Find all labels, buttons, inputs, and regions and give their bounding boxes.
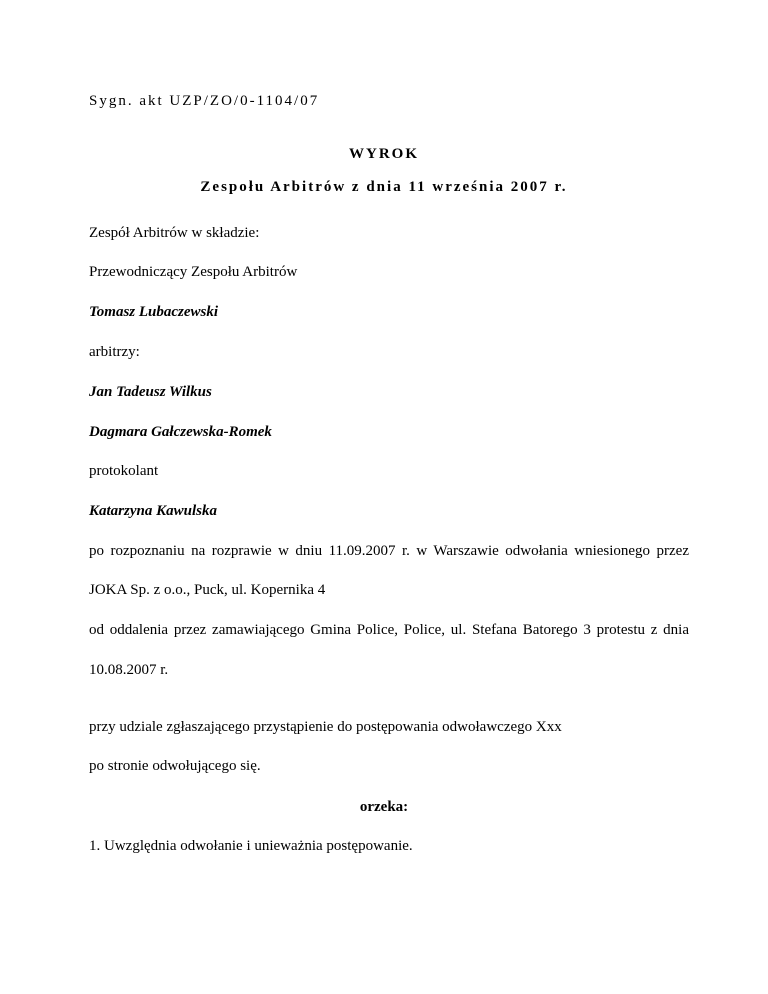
case-signature: Sygn. akt UZP/ZO/0-1104/07	[89, 93, 320, 109]
body-line-5: przy udziale zgłaszającego przystąpienie do postępowania odwoławczego Xxx	[89, 719, 562, 735]
clerk-label: protokolant	[89, 463, 159, 479]
arbiters-label: arbitrzy:	[89, 344, 140, 360]
body-line-4: 10.08.2007 r.	[89, 662, 169, 678]
ruling-point-1: 1. Uwzględnia odwołanie i unieważnia postępowanie.	[89, 838, 413, 854]
body-line-6: po stronie odwołującego się.	[89, 758, 261, 774]
ruling-heading: orzeka:	[359, 799, 409, 815]
document-subtitle: Zespołu Arbitrów z dnia 11 września 2007 r.	[200, 179, 568, 195]
chair-label: Przewodniczący Zespołu Arbitrów	[89, 264, 298, 280]
chair-name: Tomasz Lubaczewski	[89, 304, 219, 320]
arbiter-name-2: Dagmara Gałczewska-Romek	[89, 424, 272, 440]
body-line-1: po rozpoznaniu na rozprawie w dniu 11.09.2007 r. w Warszawie odwołania wniesionego przez	[89, 543, 689, 559]
body-line-2: JOKA Sp. z o.o., Puck, ul. Kopernika 4	[89, 582, 326, 598]
body-line-3: od oddalenia przez zamawiającego Gmina Police, Police, ul. Stefana Batorego 3 protestu z dnia	[89, 622, 689, 638]
clerk-name: Katarzyna Kawulska	[89, 503, 217, 519]
arbiter-name-1: Jan Tadeusz Wilkus	[89, 384, 212, 400]
document-title: WYROK	[349, 146, 419, 162]
panel-intro: Zespół Arbitrów w składzie:	[89, 225, 260, 241]
